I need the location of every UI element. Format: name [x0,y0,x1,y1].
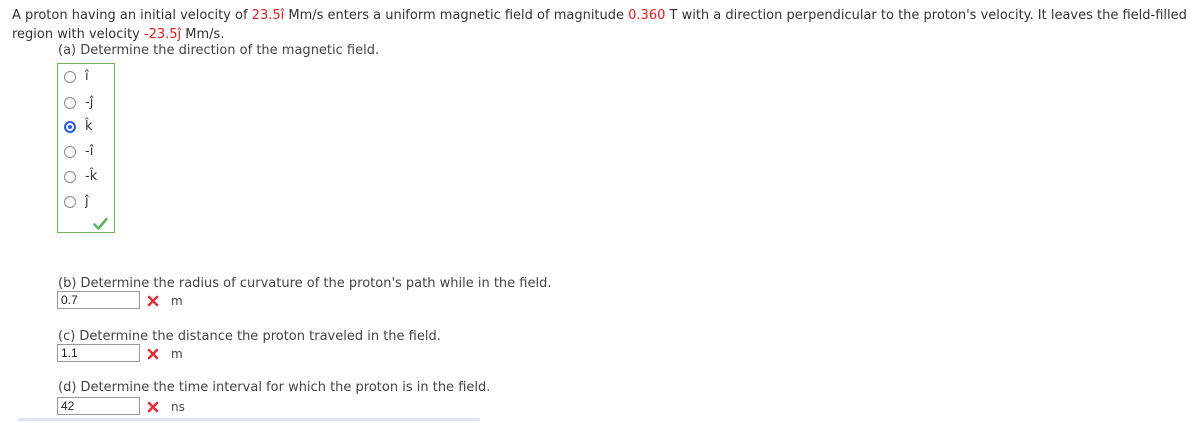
choice-label: ĵ [85,194,89,209]
choice-neg-k-hat[interactable] [58,168,114,186]
choice-neg-i-hat[interactable] [58,143,114,161]
x-icon [147,401,159,413]
choice-neg-j-hat[interactable] [58,94,114,112]
part-b-prompt: (b) Determine the radius of curvature of the proton's path while in the field. [58,276,552,291]
distance-input[interactable]: 1.1 [57,344,140,362]
initial-velocity-value: 23.5î [251,8,285,23]
problem-statement [12,6,1188,44]
choice-j-hat[interactable] [58,193,114,211]
radio-neg-j-hat[interactable] [64,97,76,109]
x-icon [147,295,159,307]
choice-label: -ĵ [85,95,94,110]
choice-label: -k̂ [85,169,98,184]
choice-label: î [85,69,89,84]
problem-text-2: Mm/s enters a uniform magnetic field of magnitude [284,8,629,23]
problem-text-1: A proton having an initial velocity of [12,8,252,23]
radio-neg-i-hat[interactable] [64,146,76,158]
part-d-prompt: (d) Determine the time interval for which the proton is in the field. [58,380,491,395]
radio-neg-k-hat[interactable] [64,171,76,183]
radius-input[interactable]: 0.7 [57,291,140,309]
unit-label: ns [171,400,185,414]
radio-j-hat[interactable] [64,196,76,208]
choice-k-hat[interactable] [58,118,114,136]
problem-text-4: Mm/s. [181,27,225,42]
unit-label: m [171,347,183,361]
choice-label: -î [85,144,94,159]
unit-label: m [171,294,183,308]
problem-text-3: T with a direction perpendicular to the proton's velocity. It leaves the field-filled region with velocity [12,8,1187,42]
part-a-prompt: (a) Determine the direction of the magnetic field. [58,43,380,58]
choice-i-hat[interactable] [58,68,114,86]
radio-k-hat[interactable] [64,121,76,133]
final-velocity-value: -23.5ĵ [143,27,182,42]
time-interval-input[interactable]: 42 [57,397,140,415]
divider [18,418,480,421]
choice-label: k̂ [85,119,93,134]
magnetic-field-value: 0.360 [628,8,666,23]
x-icon [147,348,159,360]
check-icon [93,217,108,231]
radio-i-hat[interactable] [64,71,76,83]
part-c-prompt: (c) Determine the distance the proton traveled in the field. [58,329,441,344]
direction-choices [57,63,115,233]
